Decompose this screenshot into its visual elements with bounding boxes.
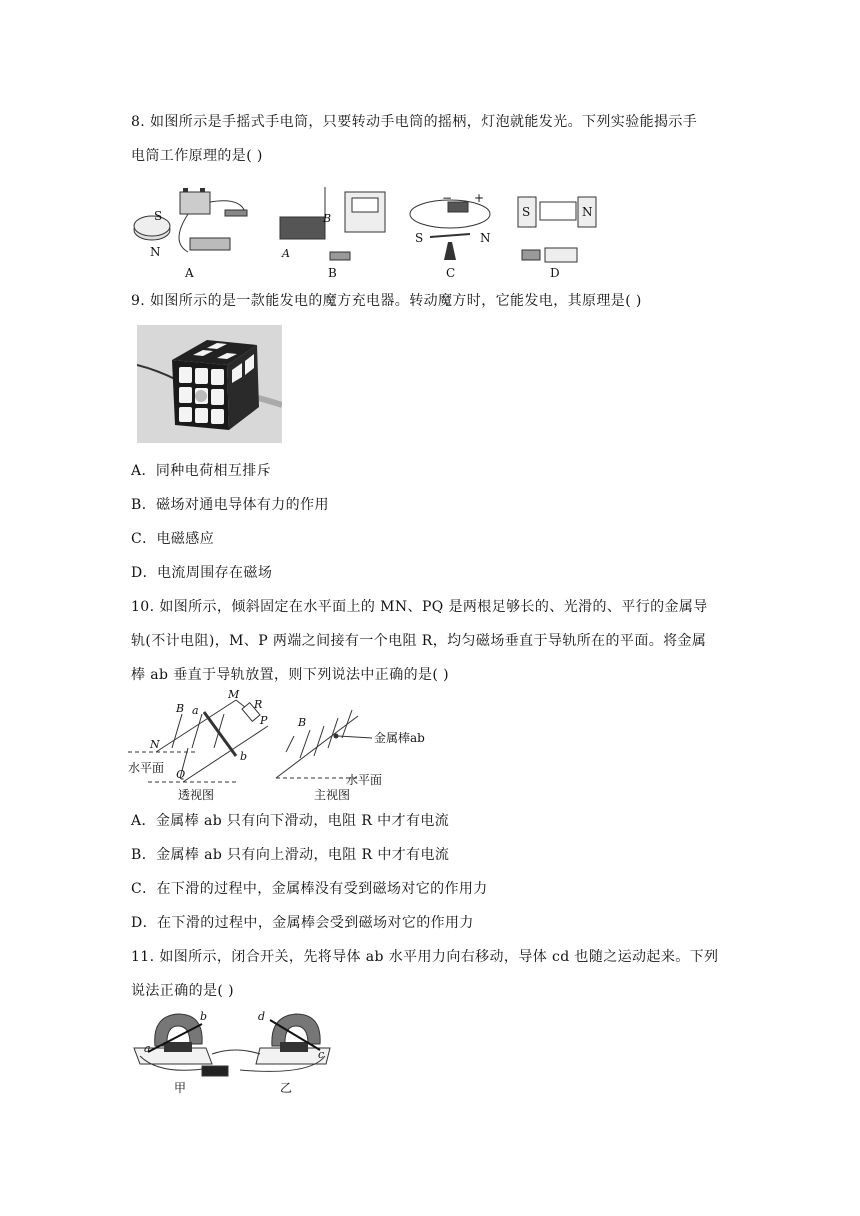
q10-label-n: N — [150, 738, 160, 751]
q11-stem-line2: 说法正确的是( ) — [131, 983, 234, 999]
svg-text:S: S — [415, 231, 424, 245]
q8-fig-label-b: B — [328, 266, 337, 280]
q10-option-b: B．金属棒 ab 只有向上滑动，电阻 R 中才有电流 — [131, 847, 450, 863]
q11-label-d: d — [258, 1010, 266, 1023]
q10-caption-left: 透视图 — [178, 788, 215, 802]
q8-stem-line1: 8. 如图所示是手摇式手电筒，只要转动手电筒的摇柄，灯泡就能发光。下列实验能揭示手 — [131, 114, 698, 130]
q10-label-a: a — [192, 704, 199, 717]
q9-option-c: C．电磁感应 — [131, 531, 215, 547]
q11-label-jia: 甲 — [174, 1081, 187, 1095]
q9-rubiks-cube-charger-photo — [137, 325, 282, 443]
q10-caption-right: 主视图 — [314, 788, 351, 802]
svg-text:S: S — [522, 205, 531, 219]
q8-option-b-apparatus — [280, 187, 385, 260]
q10-figure — [128, 686, 448, 806]
q10-rod-label: 金属棒ab — [374, 731, 425, 745]
q11-label-b: b — [200, 1010, 208, 1023]
q8-fig-label-a: A — [185, 266, 194, 280]
q8-fig-label-c: C — [446, 266, 456, 280]
q11-label-yi: 乙 — [280, 1081, 293, 1095]
q11-label-a: a — [144, 1042, 151, 1055]
q11-label-c: c — [318, 1048, 325, 1061]
q9-option-a: A．同种电荷相互排斥 — [131, 463, 272, 479]
q10-label-b-front: B — [298, 716, 307, 729]
q10-label-b-rod: b — [240, 750, 248, 763]
q11-figure — [130, 1006, 340, 1096]
svg-text:S: S — [154, 209, 163, 223]
q8-option-d-apparatus — [518, 197, 596, 262]
q9-stem: 9. 如图所示的是一款能发电的魔方充电器。转动魔方时，它能发电，其原理是( ) — [131, 293, 642, 309]
q10-label-p: P — [260, 714, 268, 727]
q10-stem-line2: 轨(不计电阻)，M、P 两端之间接有一个电阻 R，均匀磁场垂直于导轨所在的平面。将金属 — [131, 633, 707, 649]
svg-text:B: B — [323, 212, 332, 225]
svg-text:N: N — [582, 205, 593, 219]
q9-option-b: B．磁场对通电导体有力的作用 — [131, 497, 329, 513]
q8-figure — [130, 182, 600, 282]
q10-option-a: A．金属棒 ab 只有向下滑动，电阻 R 中才有电流 — [131, 813, 450, 829]
q8-stem-line2: 电筒工作原理的是( ) — [131, 148, 263, 164]
q11-stem-line1: 11. 如图所示，闭合开关，先将导体 ab 水平用力向右移动，导体 cd 也随之运动起来。下列 — [131, 949, 719, 965]
q10-stem-line3: 棒 ab 垂直于导轨放置，则下列说法中正确的是( ) — [131, 667, 449, 683]
q10-horizontal-left: 水平面 — [128, 761, 165, 775]
q8-option-c-apparatus — [410, 191, 491, 260]
q10-label-b-field: B — [176, 702, 185, 715]
q9-option-d: D．电流周围存在磁场 — [131, 565, 273, 581]
q8-fig-label-d: D — [550, 266, 560, 280]
q10-option-d: D．在下滑的过程中，金属棒会受到磁场对它的作用力 — [131, 915, 474, 931]
svg-text:N: N — [150, 245, 161, 259]
q10-horizontal-right: 水平面 — [346, 773, 383, 787]
svg-text:+: + — [474, 191, 485, 205]
q10-stem-line1: 10. 如图所示，倾斜固定在水平面上的 MN、PQ 是两根足够长的、光滑的、平行的金属导 — [131, 599, 708, 615]
svg-text:N: N — [480, 231, 491, 245]
svg-text:A: A — [282, 247, 290, 260]
q10-option-c: C．在下滑的过程中，金属棒没有受到磁场对它的作用力 — [131, 881, 488, 897]
q10-label-r: R — [254, 698, 263, 711]
q10-label-q: Q — [176, 768, 186, 781]
q10-label-m: M — [228, 688, 240, 701]
q8-option-a-apparatus — [134, 188, 247, 259]
svg-text:−: − — [442, 191, 453, 205]
